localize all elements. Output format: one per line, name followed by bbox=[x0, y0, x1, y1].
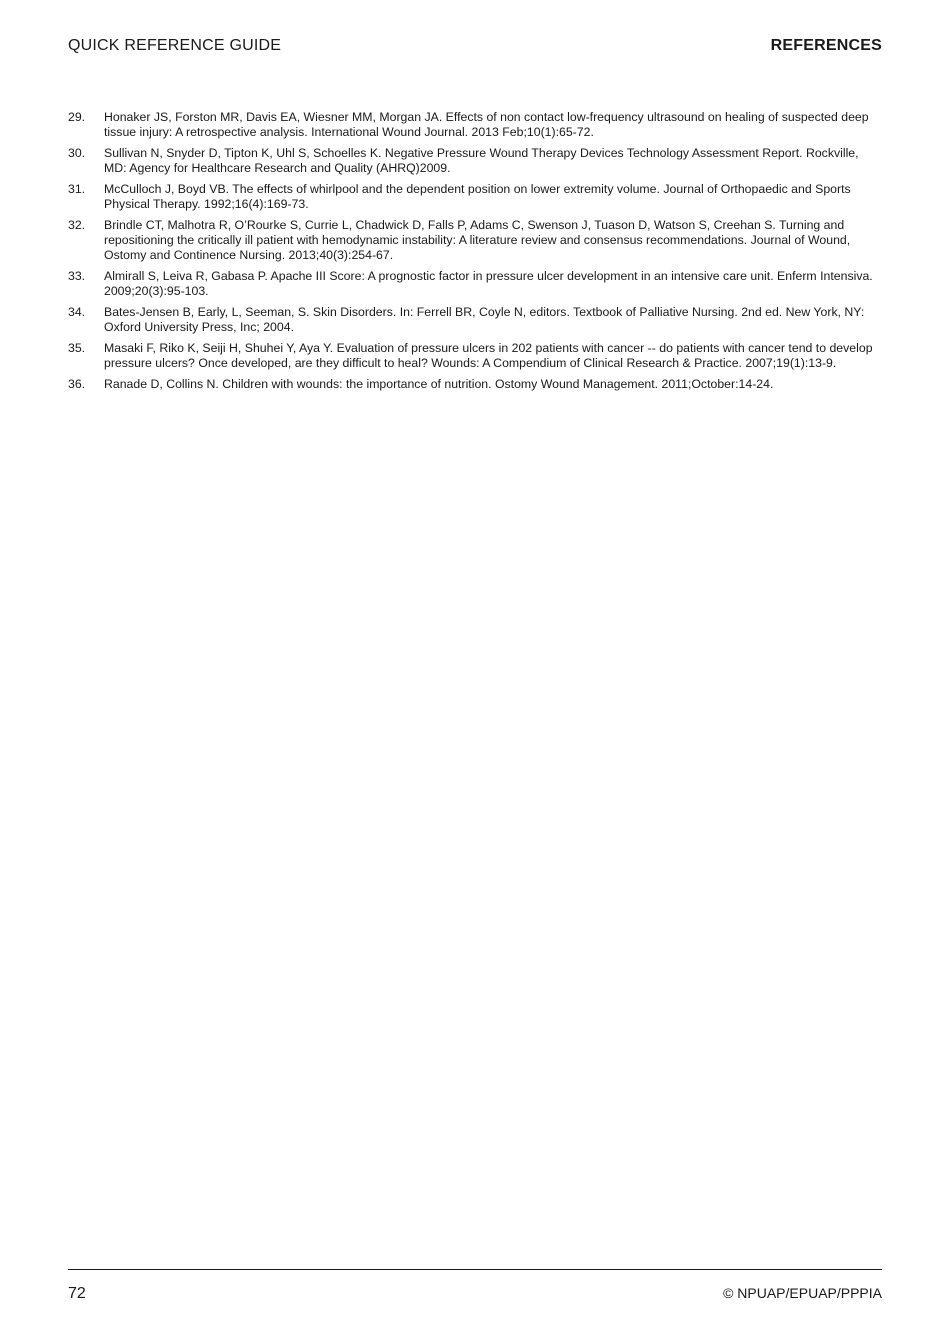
footer-divider bbox=[68, 1269, 882, 1270]
reference-number: 36. bbox=[68, 377, 86, 392]
reference-item bbox=[68, 305, 884, 335]
reference-text: Ranade D, Collins N. Children with wounds: the importance of nutrition. Ostomy Wound Management. 2011;October:14-24. bbox=[104, 377, 774, 392]
reference-item bbox=[68, 146, 884, 176]
page-header bbox=[68, 37, 882, 57]
reference-number: 30. bbox=[68, 146, 86, 160]
reference-item bbox=[68, 110, 884, 140]
reference-text: McCulloch J, Boyd VB. The effects of whirlpool and the dependent position on lower extremity volume. Journal of Orthopaedic and Sports Physical Therapy. 1992;16(4):169-73. bbox=[104, 182, 851, 212]
reference-text: Almirall S, Leiva R, Gabasa P. Apache III Score: A prognostic factor in pressure ulcer development in an intensive care unit. Enferm Intensiva. 2009;20(3):95-103. bbox=[104, 269, 873, 299]
page-number: 72 bbox=[68, 1285, 86, 1302]
reference-item bbox=[68, 269, 884, 299]
reference-number: 35. bbox=[68, 341, 86, 356]
reference-list bbox=[68, 110, 884, 398]
reference-item bbox=[68, 377, 884, 392]
reference-item bbox=[68, 218, 884, 264]
reference-number: 33. bbox=[68, 269, 86, 284]
reference-text: Masaki F, Riko K, Seiji H, Shuhei Y, Aya Y. Evaluation of pressure ulcers in 202 patients with cancer -- do patients with cancer tend to develop pressure ulcers? Once developed, are they difficult to heal? Wounds: A Compendium of Clinical Research & Practice. 2007;19(1):13-9. bbox=[104, 341, 873, 371]
reference-number: 29. bbox=[68, 110, 86, 124]
reference-number: 31. bbox=[68, 182, 86, 196]
reference-text: Brindle CT, Malhotra R, O’Rourke S, Currie L, Chadwick D, Falls P, Adams C, Swenson J, Tuason D, Watson S, Creehan S. Turning and repositioning the critically ill patient with hemodynamic instability: A literature review and consensus recommendations. Journal of Wound, Ostomy and Continence Nursing. 2013;40(3):254-67. bbox=[104, 218, 851, 263]
reference-item bbox=[68, 341, 884, 371]
reference-text: Sullivan N, Snyder D, Tipton K, Uhl S, Schoelles K. Negative Pressure Wound Therapy Devices Technology Assessment Report. Rockville, MD: Agency for Healthcare Research and Quality (AHRQ)2009. bbox=[104, 146, 859, 176]
reference-number: 32. bbox=[68, 218, 86, 232]
reference-text: Honaker JS, Forston MR, Davis EA, Wiesner MM, Morgan JA. Effects of non contact low-frequency ultrasound on healing of suspected deep tissue injury: A retrospective analysis. International Wound Journal. 2013 Feb;10(1):65-72. bbox=[104, 110, 869, 140]
copyright-notice: © NPUAP/EPUAP/PPPIA bbox=[723, 1285, 882, 1301]
page-footer bbox=[68, 1285, 882, 1303]
reference-item bbox=[68, 182, 884, 212]
guide-title: QUICK REFERENCE GUIDE bbox=[68, 37, 282, 54]
reference-number: 34. bbox=[68, 305, 86, 320]
reference-text: Bates-Jensen B, Early, L, Seeman, S. Skin Disorders. In: Ferrell BR, Coyle N, editors. Textbook of Palliative Nursing. 2nd ed. New York, NY: Oxford University Press, Inc; 2004. bbox=[104, 305, 865, 335]
section-title: REFERENCES bbox=[770, 37, 882, 54]
